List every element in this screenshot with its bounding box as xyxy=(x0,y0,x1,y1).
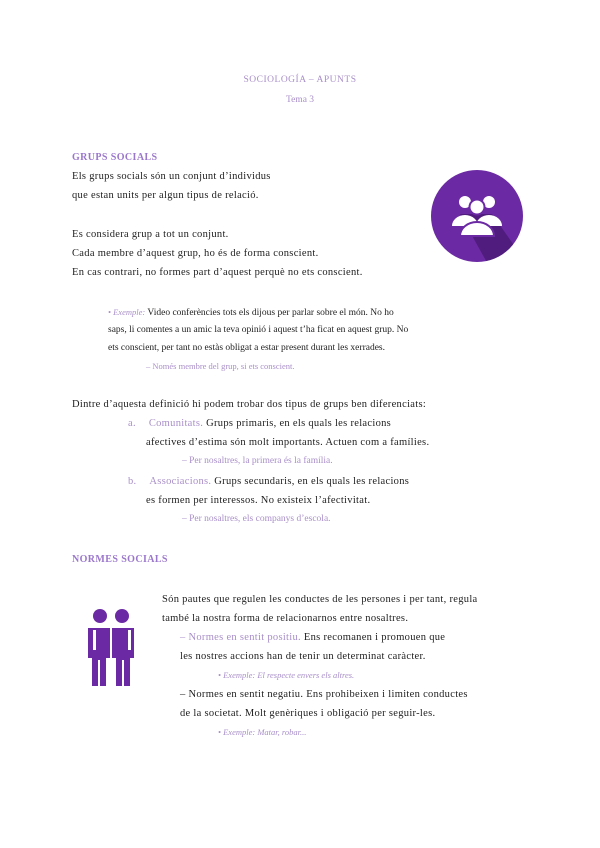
type-a-line-2: afectives d’estima són molt importants. Actuen com a famílies. xyxy=(146,437,430,448)
type-b-note: – Per nosaltres, els companys d’escola. xyxy=(182,514,331,524)
two-people-icon xyxy=(84,608,140,686)
example-text-1: Video conferències tots els dijous per parlar sobre el món. No ho xyxy=(147,308,394,318)
type-a-marker: a. xyxy=(128,418,136,429)
type-b-line-2: es formen per interessos. No existeix l’afectivitat. xyxy=(146,495,371,506)
positive-norms-line-1 xyxy=(180,632,445,643)
type-b-marker: b. xyxy=(128,476,137,487)
type-b-line-1 xyxy=(128,476,409,487)
normes-intro-line-1: Són pautes que regulen les conductes de les persones i per tant, regula xyxy=(162,594,478,605)
grups-para-line-3: En cas contrari, no formes part d’aquest perquè no ets conscient. xyxy=(72,267,363,278)
example-line-1 xyxy=(108,307,394,318)
grups-intro-line-2: que estan units per algun tipus de relació. xyxy=(72,190,259,201)
definition-line: Dintre d’aquesta definició hi podem trobar dos tipus de grups ben diferenciats: xyxy=(72,399,427,410)
negative-norms-line-2: de la societat. Molt genèriques i obligació per seguir-les. xyxy=(180,708,436,719)
positive-norms-label: – Normes en sentit positiu. xyxy=(180,632,301,643)
example-line-2: saps, li comentes a un amic la teva opinió i aquest t’ha ficat en aquest grup. No xyxy=(108,325,409,335)
example-line-3: ets conscient, per tant no estàs obligat a estar present durant les xerrades. xyxy=(108,343,385,353)
negative-norms-line-1: – Normes en sentit negatiu. Ens prohibeixen i limiten conductes xyxy=(180,689,468,700)
type-a-text-1: Grups primaris, en els quals les relacions xyxy=(206,418,392,429)
section-heading-normes: NORMES SOCIALS xyxy=(72,554,168,565)
doc-subtitle: Tema 3 xyxy=(285,95,315,105)
group-people-icon xyxy=(430,158,524,266)
type-a-name: Comunitats. xyxy=(148,418,204,429)
type-b-text-1: Grups secundaris, en els quals les relacions xyxy=(214,476,410,487)
example-label: • Exemple: xyxy=(108,307,146,317)
positive-norms-line-2: les nostres accions han de tenir un determinat caràcter. xyxy=(180,651,426,662)
section-heading-grups: GRUPS SOCIALS xyxy=(72,152,158,163)
example-note: – Només membre del grup, si ets conscient. xyxy=(146,361,295,371)
grups-para-line-1: Es considera grup a tot un conjunt. xyxy=(72,229,229,240)
type-a-note: – Per nosaltres, la primera és la família. xyxy=(182,456,333,466)
type-b-name: Associacions. xyxy=(149,476,212,487)
grups-para-line-2: Cada membre d’aquest grup, ho és de forma conscient. xyxy=(72,248,319,259)
positive-norms-example: • Exemple: El respecte envers els altres. xyxy=(218,670,355,680)
negative-norms-example: • Exemple: Matar, robar... xyxy=(218,727,307,737)
doc-title: SOCIOLOGÍA – APUNTS xyxy=(243,75,357,85)
normes-intro-line-2: també la nostra forma de relacionarnos entre nosaltres. xyxy=(162,613,409,624)
type-a-line-1 xyxy=(128,418,391,429)
grups-intro-line-1: Els grups socials són un conjunt d’individus xyxy=(72,171,271,182)
positive-norms-text-1: Ens recomanen i promouen que xyxy=(303,632,446,643)
